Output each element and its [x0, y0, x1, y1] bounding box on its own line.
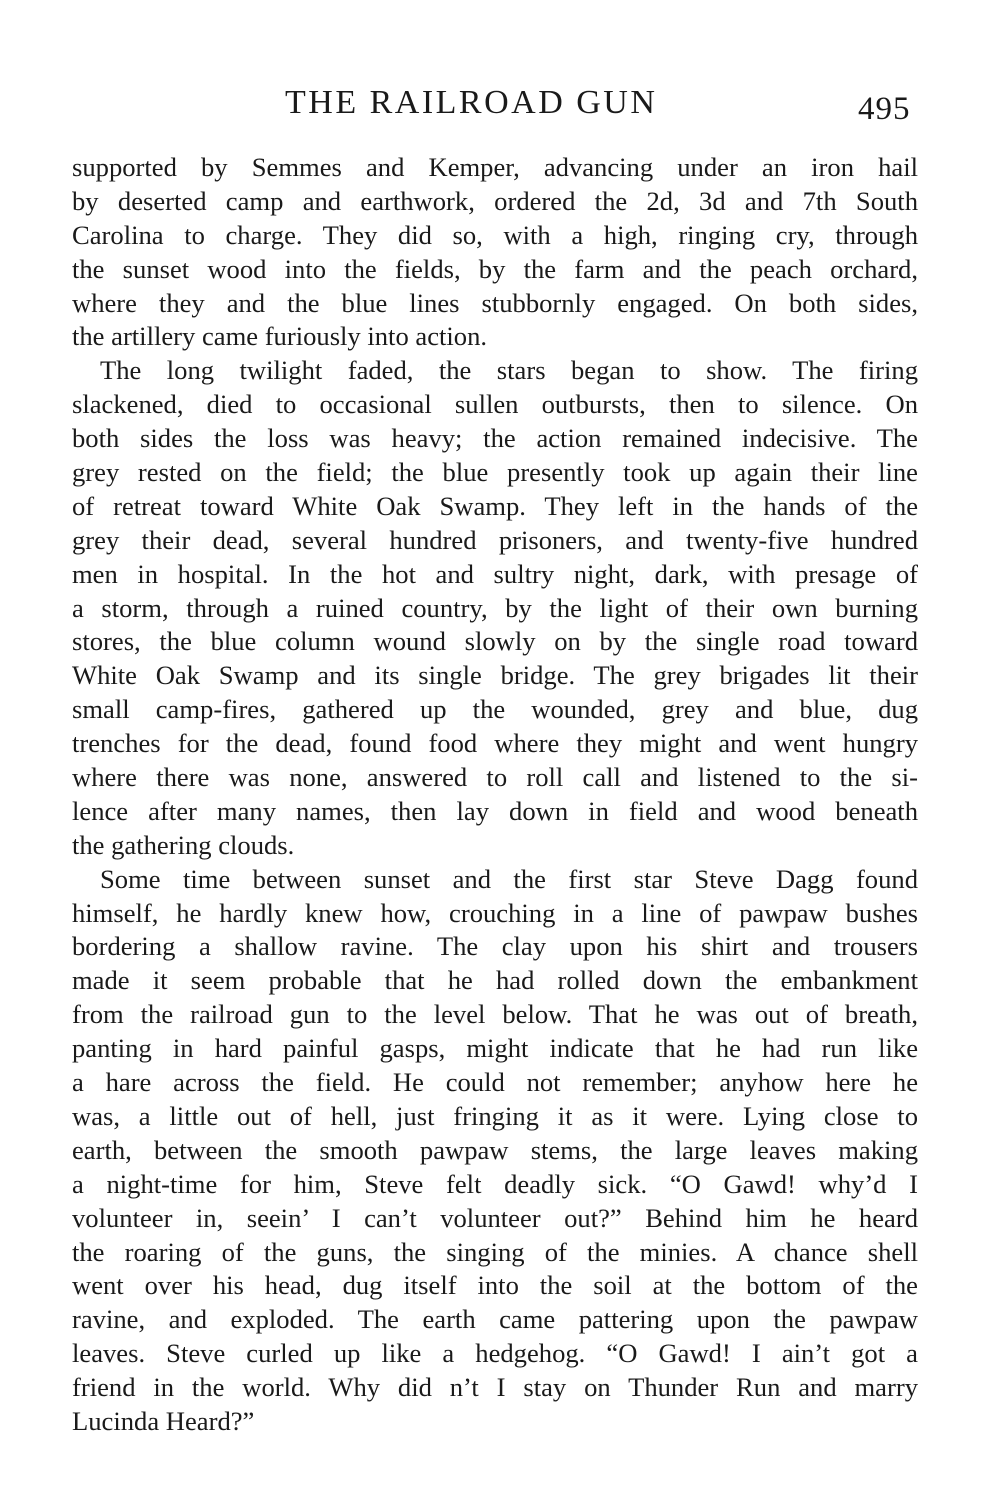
text-line: a hare across the field. He could not remember; anyhow here he	[72, 1067, 918, 1098]
paragraph	[72, 863, 918, 1439]
paragraph	[72, 151, 918, 354]
text-line: grey rested on the field; the blue presently took up again their line	[72, 457, 918, 488]
text-line: Lucinda Heard?”	[72, 1405, 255, 1436]
text-line: slackened, died to occasional sullen outbursts, then to silence. On	[72, 389, 918, 420]
text-line: leaves. Steve curled up like a hedgehog. “O Gawd! I ain’t got a	[72, 1338, 918, 1369]
text-line: Carolina to charge. They did so, with a high, ringing cry, through	[72, 219, 918, 250]
text-line: White Oak Swamp and its single bridge. The grey brigades lit their	[72, 660, 918, 691]
page-number: 495	[858, 91, 911, 127]
text-line: where there was none, answered to roll call and listened to the si-	[72, 762, 918, 793]
text-line: made it seem probable that he had rolled down the embankment	[72, 965, 918, 996]
text-line: supported by Semmes and Kemper, advancing under an iron hail	[72, 152, 918, 182]
text-line: where they and the blue lines stubbornly engaged. On both sides,	[72, 287, 918, 318]
text-line: Some time between sunset and the first star Steve Dagg found	[100, 863, 918, 894]
text-line: by deserted camp and earthwork, ordered the 2d, 3d and 7th South	[72, 185, 918, 216]
body-text	[72, 151, 918, 1439]
text-line: both sides the loss was heavy; the action remained indecisive. The	[72, 423, 918, 454]
text-line: a storm, through a ruined country, by the light of their own burning	[72, 592, 918, 623]
paragraph	[72, 354, 918, 862]
text-line: the artillery came furiously into action.	[72, 321, 488, 352]
text-line: stores, the blue column wound slowly on by the single road toward	[72, 626, 918, 657]
text-line: bordering a shallow ravine. The clay upon his shirt and trousers	[72, 931, 918, 962]
text-line: men in hospital. In the hot and sultry night, dark, with presage of	[72, 558, 918, 589]
text-line: small camp-fires, gathered up the wounded, grey and blue, dug	[72, 694, 918, 725]
text-line: went over his head, dug itself into the soil at the bottom of the	[72, 1270, 918, 1301]
text-line: lence after many names, then lay down in field and wood beneath	[72, 795, 918, 826]
running-head	[0, 78, 1000, 128]
text-line: panting in hard painful gasps, might indicate that he had run like	[72, 1033, 918, 1064]
text-line: earth, between the smooth pawpaw stems, the large leaves making	[72, 1134, 918, 1165]
text-line: volunteer in, seein’ I can’t volunteer out?” Behind him he heard	[72, 1202, 918, 1233]
text-line: grey their dead, several hundred prisoners, and twenty-five hundred	[72, 524, 918, 555]
text-line: The long twilight faded, the stars began to show. The firing	[100, 355, 918, 386]
text-line: ravine, and exploded. The earth came pattering upon the pawpaw	[72, 1304, 918, 1335]
text-line: the roaring of the guns, the singing of the minies. A chance shell	[72, 1236, 918, 1267]
text-line: of retreat toward White Oak Swamp. They left in the hands of the	[72, 490, 918, 521]
text-line: from the railroad gun to the level below. That he was out of breath,	[72, 999, 918, 1030]
text-line: a night-time for him, Steve felt deadly sick. “O Gawd! why’d I	[72, 1168, 918, 1199]
text-line: the gathering clouds.	[72, 829, 295, 860]
text-line: trenches for the dead, found food where they might and went hungry	[72, 728, 918, 759]
text-line: himself, he hardly knew how, crouching in a line of pawpaw bushes	[72, 897, 918, 928]
text-line: the sunset wood into the fields, by the farm and the peach orchard,	[72, 253, 918, 284]
text-line: friend in the world. Why did n’t I stay on Thunder Run and marry	[72, 1372, 918, 1403]
text-line: was, a little out of hell, just fringing it as it were. Lying close to	[72, 1100, 918, 1131]
running-title: THE RAILROAD GUN	[285, 84, 658, 121]
